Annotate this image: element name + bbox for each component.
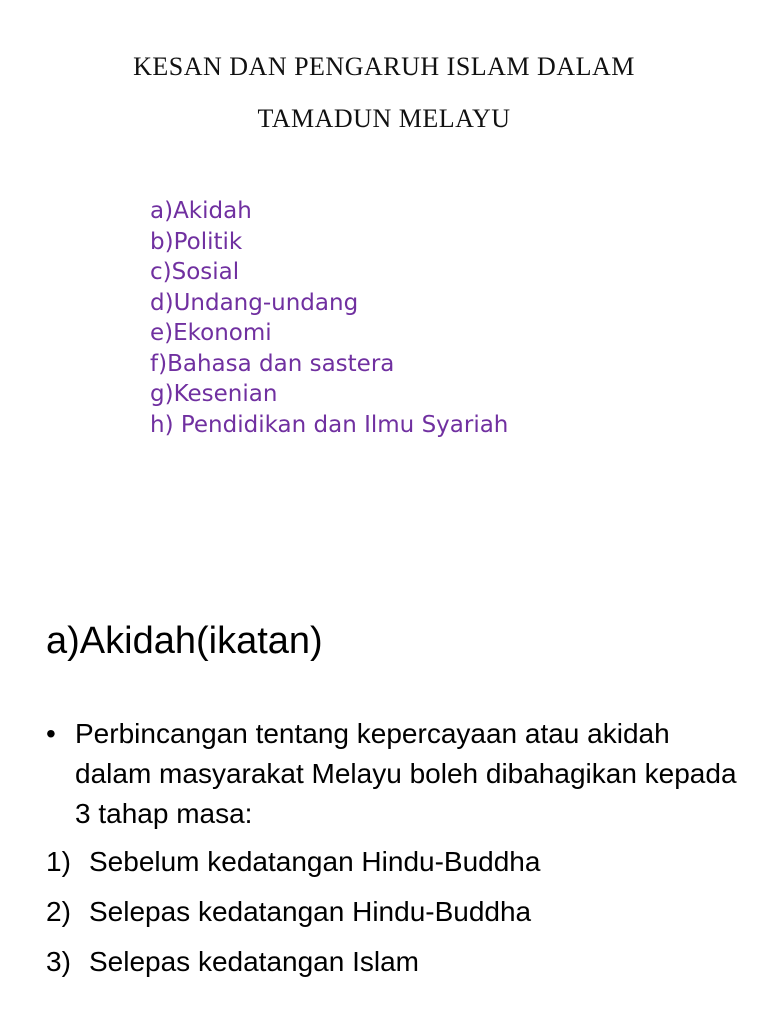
item-number: 1) (46, 846, 71, 877)
item-text: Selepas kedatangan Hindu-Buddha (89, 896, 532, 927)
bullet-text: Perbincangan tentang kepercayaan atau akidah dalam masyarakat Melayu boleh dibahagikan kepada 3 tahap masa: (75, 718, 737, 829)
item-number: 3) (46, 946, 71, 977)
topic-item: h) Pendidikan dan Ilmu Syariah (150, 411, 509, 438)
bullet-item (46, 714, 746, 834)
item-text: Sebelum kedatangan Hindu-Buddha (89, 846, 541, 877)
topic-item: g)Kesenian (150, 381, 278, 407)
topic-item: d)Undang-undang (150, 289, 359, 316)
item-number: 2) (46, 896, 71, 927)
numbered-item (46, 842, 746, 892)
numbered-item (46, 892, 746, 942)
topic-item: b)Politik (150, 228, 243, 255)
topic-item: e)Ekonomi (150, 320, 272, 346)
section-heading: a)Akidah(ikatan) (46, 620, 323, 662)
topic-list (150, 196, 508, 440)
item-text: Selepas kedatangan Islam (89, 946, 419, 977)
bullet-icon: • (46, 718, 56, 749)
title-line-2: TAMADUN MELAYU (257, 104, 511, 133)
topic-item: a)Akidah (150, 198, 252, 224)
slide-body (46, 714, 746, 992)
topic-item: f)Bahasa dan sastera (150, 350, 395, 377)
slide-2 (0, 580, 768, 1024)
topic-item: c)Sosial (150, 259, 240, 285)
title-line-1: KESAN DAN PENGARUH ISLAM DALAM (133, 52, 635, 81)
slide-title (0, 44, 768, 148)
numbered-item (46, 942, 746, 992)
